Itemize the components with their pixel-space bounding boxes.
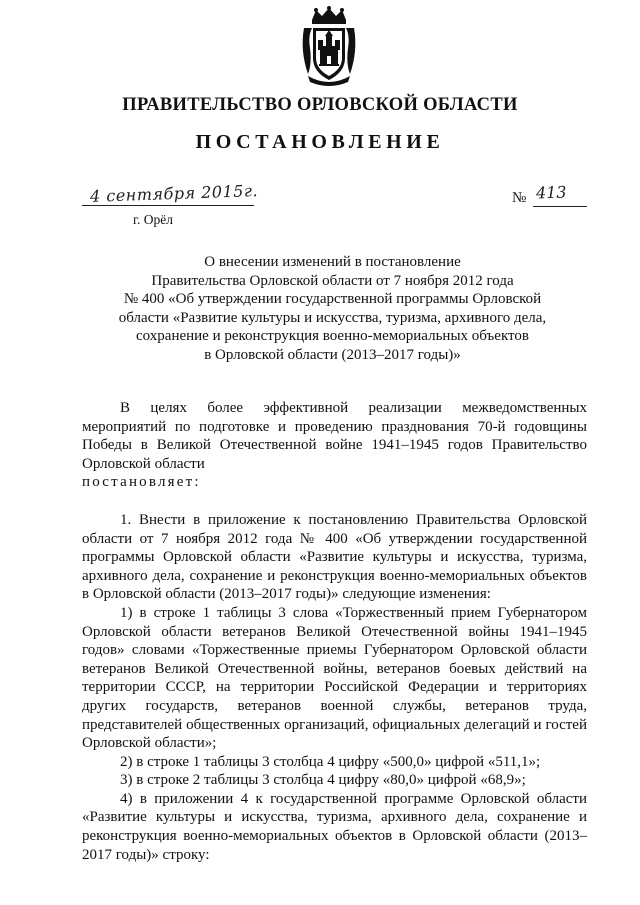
date-underline <box>82 205 254 206</box>
subject-line: № 400 «Об утверждении государственной программы Орловской <box>123 291 542 308</box>
subject-line: О внесении изменений в постановление <box>204 254 461 270</box>
document-type-title: ПОСТАНОВЛЕНИЕ <box>195 131 445 153</box>
subitem-3-paragraph: 3) в строке 2 таблицы 3 столбца 4 цифру «80,0» цифрой «68,9»; <box>120 772 526 789</box>
document-body <box>82 399 587 864</box>
city-label: г. Орёл <box>133 212 173 227</box>
number-underline <box>533 206 587 207</box>
handwritten-number: 413 <box>535 182 567 203</box>
subject-line: в Орловской области (2013–2017 годы)» <box>204 346 461 363</box>
subject-line: Правительства Орловской области от 7 ноября 2012 года <box>151 272 514 289</box>
government-title: ПРАВИТЕЛЬСТВО ОРЛОВСКОЙ ОБЛАСТИ <box>122 95 518 115</box>
document-subject <box>80 253 585 365</box>
subject-line: сохранение и реконструкция военно-мемориальных объектов <box>136 328 529 345</box>
decree-word: постановляет: <box>82 474 201 491</box>
subject-line: области «Развитие культуры и искусства, туризма, архивного дела, <box>118 309 547 326</box>
subitem-1-paragraph: 1) в строке 1 таблицы 3 слова «Торжественный прием Губернатором Орловской области ветеранов Великой Отечественной войны 1941–1945 годов» словами «Торжественные приемы Губернатором Орловской области ветеранов Великой Отечественной войны, ветеранов боевых действий на территории СССР, на территории Российской Федерации и территориях других государств, ветеранов военной службы, ветеранов труда, представителей общественных организаций, официальных делегаций и гостей Орловской области»; <box>82 604 587 752</box>
handwritten-date: 4 сентября 2015г. <box>89 181 259 206</box>
subitem-2-paragraph: 2) в строке 1 таблицы 3 столбца 4 цифру «500,0» цифрой «511,1»; <box>120 753 541 770</box>
item-1-paragraph: 1. Внести в приложение к постановлению Правительства Орловской области от 7 ноября 2012 года № 400 «Об утверждении государственной программы Орловской области «Развитие культуры и искусства, туризма, архивного дела, сохранение и реконструкция военно-мемориальных объектов в Орловской области (2013–2017 годы)» следующие изменения: <box>82 511 587 603</box>
intro-paragraph: В целях более эффективной реализации межведомственных мероприятий по подготовке и проведению празднования 70-й годовщины Победы в Великой Отечественной войне 1941–1945 годов Правительство Орловской области <box>82 400 587 472</box>
number-label: № <box>512 190 527 206</box>
coat-of-arms-icon <box>298 6 360 86</box>
subitem-4-paragraph: 4) в приложении 4 к государственной программе Орловской области «Развитие культуры и искусства, туризма, архивного дела, сохранение и реконструкция военно-мемориальных объектов в Орловской области (2013–2017 годы)» строку: <box>82 790 587 863</box>
